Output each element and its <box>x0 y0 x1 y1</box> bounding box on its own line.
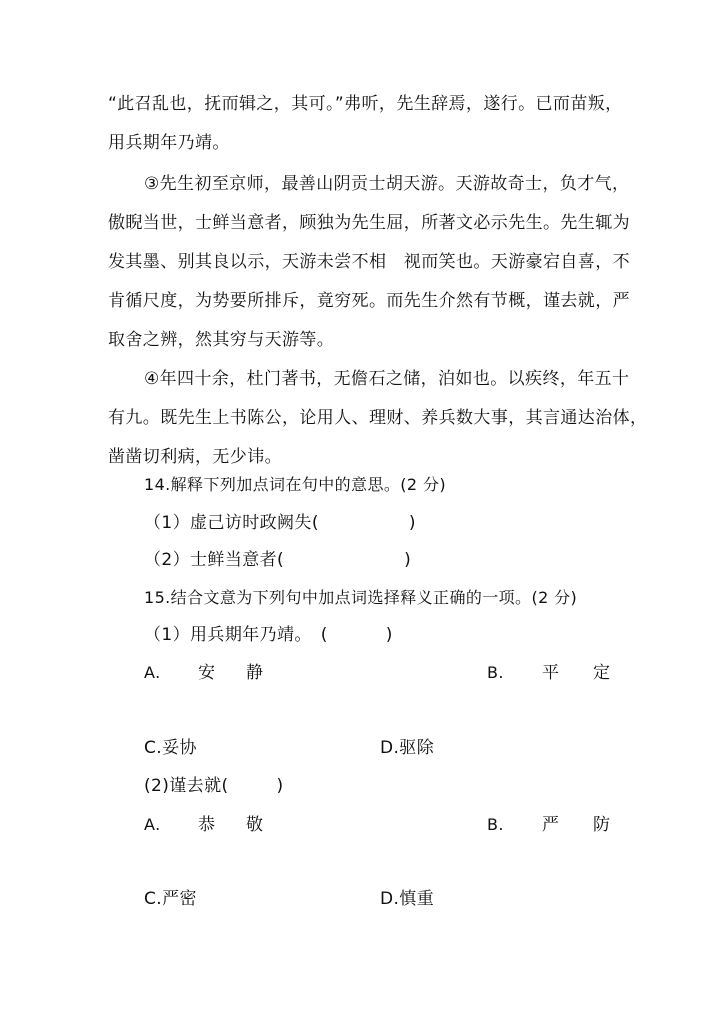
option-15-1-b-char-1: 平 <box>542 663 560 683</box>
question-15-sub-1 <box>144 625 393 645</box>
option-15-2-b-char-2: 防 <box>593 815 611 835</box>
paragraph-3-line-2: 傲睨当世，士鲜当意者，顾独为先生屈，所著文必示先生。先生辄为 <box>108 213 630 233</box>
option-15-2-b-char-1: 严 <box>542 815 560 835</box>
option-15-2-b-label[interactable]: B. <box>487 815 504 834</box>
question-14-item-2 <box>144 550 411 570</box>
option-15-1-a-label[interactable]: A. <box>144 663 161 682</box>
paragraph-4-line-1: ④年四十余，杜门著书，无儋石之储，泊如也。以疾终，年五十 <box>144 369 630 389</box>
paragraph-3-line-4: 肯循尺度，为势要所排斥，竟穷死。而先生介然有节概，谨去就，严 <box>108 291 630 311</box>
paragraph-4-line-2: 有九。既先生上书陈公，论用人、理财、养兵数大事，其言通达治体， <box>108 408 648 428</box>
paragraph-4-line-3: 凿凿切利病，无少讳。 <box>108 447 282 467</box>
option-15-1-a-char-2: 静 <box>246 663 264 683</box>
option-15-2-a-char-2: 敬 <box>246 815 264 835</box>
paragraph-3-line-3: 发其墨、别其良以示，天游未尝不相 视而笑也。天游豪宕自喜，不 <box>108 252 630 272</box>
paragraph-3-line-5: 取舍之辨，然其穷与天游等。 <box>108 330 335 350</box>
option-15-1-b-char-2: 定 <box>593 663 611 683</box>
question-15-sub-1-close: ) <box>385 625 393 645</box>
question-15-sub-1-text: （1）用兵期年乃靖。 ( <box>144 625 328 645</box>
question-15-sub-2-text: (2)谨去就( <box>144 776 229 796</box>
question-14-stem: 14.解释下列加点词在句中的意思。(2 分) <box>144 475 446 494</box>
question-15-sub-2-close: ) <box>276 776 284 796</box>
option-15-2-c[interactable]: C.严密 <box>144 889 197 909</box>
option-15-1-a-char-1: 安 <box>198 663 216 683</box>
passage-line-2: 用兵期年乃靖。 <box>108 133 230 153</box>
option-15-1-c[interactable]: C.妥协 <box>144 738 197 758</box>
question-14-item-2-text: （2）士鲜当意者( <box>144 550 285 570</box>
option-15-2-a-label[interactable]: A. <box>144 815 161 834</box>
option-15-2-d[interactable]: D.慎重 <box>380 889 435 909</box>
option-15-2-a-char-1: 恭 <box>198 815 216 835</box>
option-15-1-d[interactable]: D.驱除 <box>380 738 435 758</box>
question-14-item-1-text: （1）虚己访时政阙失( <box>144 513 319 533</box>
question-15-sub-2 <box>144 776 284 796</box>
question-14-item-2-close: ) <box>404 550 412 570</box>
passage-line-1: “此召乱也，抚而辑之，其可。”弗听，先生辞焉，遂行。已而苗叛， <box>108 94 623 114</box>
question-14-item-1 <box>144 513 416 533</box>
paragraph-3-line-1: ③先生初至京师，最善山阴贡士胡天游。天游故奇士，负才气， <box>144 174 630 194</box>
question-15-stem: 15.结合文意为下列句中加点词选择释义正确的一项。(2 分) <box>144 588 578 607</box>
option-15-1-b-label[interactable]: B. <box>487 663 504 682</box>
question-14-item-1-close: ) <box>408 513 416 533</box>
